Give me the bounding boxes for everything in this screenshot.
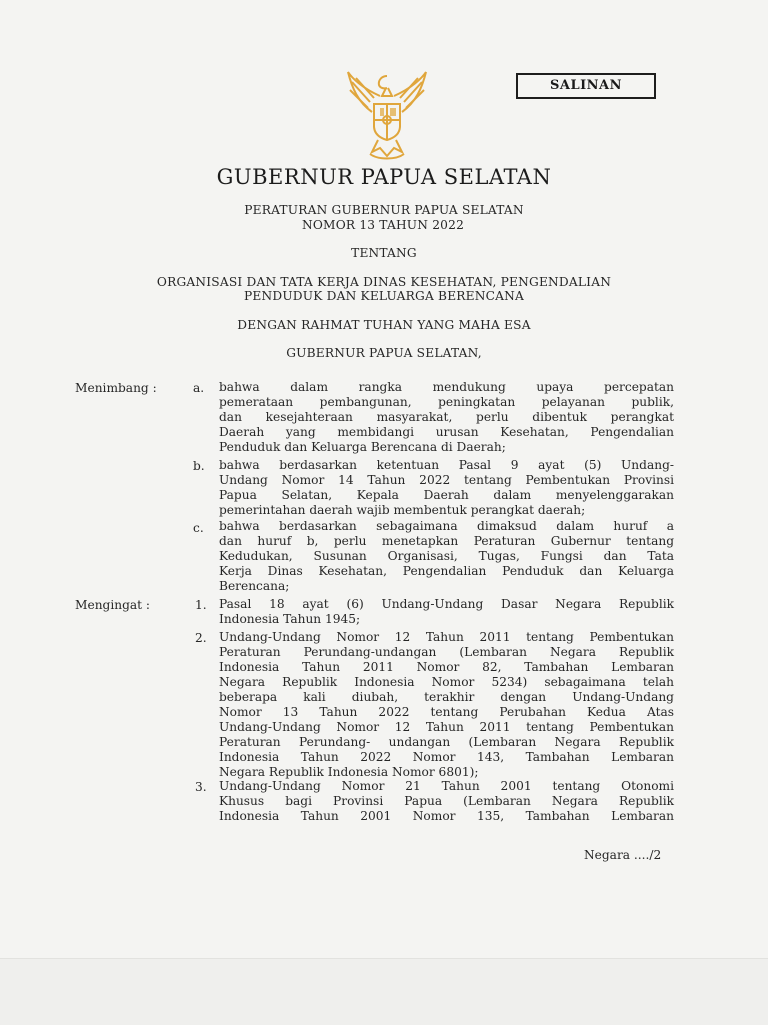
page-bottom-margin [0, 958, 768, 1025]
text-line: Daerah yang membidangi urusan Kesehatan, Pengendalian [219, 425, 674, 439]
text-line: dan huruf b, perlu menetapkan Peraturan Gubernur tentang [219, 534, 674, 548]
regulation-number: NOMOR 13 TAHUN 2022 [301, 218, 465, 232]
mengingat-marker-1: 1. [195, 598, 207, 612]
text-line: beberapa kali diubah, terakhir dengan Undang-Undang [219, 690, 674, 704]
text-line: Khusus bagi Provinsi Papua (Lembaran Negara Republik [219, 794, 674, 808]
menimbang-item-a [219, 380, 674, 455]
mengingat-item-2 [219, 630, 674, 780]
text-line: Undang-Undang Nomor 12 Tahun 2011 tentang Pembentukan [219, 720, 674, 734]
text-line: Peraturan Perundang-undangan (Lembaran Negara Republik [219, 645, 674, 659]
text-line: pemerataan pembangunan, peningkatan pelayanan publik, [219, 395, 674, 409]
subject-line-2: PENDUDUK DAN KELUARGA BERENCANA [243, 289, 525, 303]
text-line: dan kesejahteraan masyarakat, perlu dibentuk perangkat [219, 410, 674, 424]
text-line: Undang-Undang Nomor 21 Tahun 2001 tentang Otonomi [219, 779, 674, 793]
text-line: Papua Selatan, Kepala Daerah dalam menyelenggarakan [219, 488, 674, 502]
text-line: bahwa berdasarkan ketentuan Pasal 9 ayat (5) Undang- [219, 458, 674, 472]
next-page-reference: Negara ..../2 [584, 848, 662, 862]
text-line: Indonesia Tahun 2001 Nomor 135, Tambahan Lembaran [219, 809, 674, 823]
menimbang-marker-a: a. [193, 381, 205, 395]
text-line: Indonesia Tahun 1945; [219, 612, 361, 626]
text-line: Pasal 18 ayat (6) Undang-Undang Dasar Negara Republik [219, 597, 674, 611]
text-line: Negara Republik Indonesia Nomor 6801); [219, 765, 479, 779]
text-line: bahwa dalam rangka mendukung upaya percepatan [219, 380, 674, 394]
text-line: bahwa berdasarkan sebagaimana dimaksud dalam huruf a [219, 519, 674, 533]
text-line: Peraturan Perundang- undangan (Lembaran Negara Republik [219, 735, 674, 749]
text-line: Indonesia Tahun 2022 Nomor 143, Tambahan Lembaran [219, 750, 674, 764]
menimbang-marker-c: c. [193, 521, 204, 535]
mengingat-item-3 [219, 779, 674, 824]
mengingat-item-1 [219, 597, 674, 627]
subject-line-1: ORGANISASI DAN TATA KERJA DINAS KESEHATAN, PENGENDALIAN [156, 275, 612, 289]
text-line: Undang-Undang Nomor 12 Tahun 2011 tentang Pembentukan [219, 630, 674, 644]
menimbang-label: Menimbang : [75, 381, 157, 395]
mengingat-marker-3: 3. [195, 780, 207, 794]
text-line: Penduduk dan Keluarga Berencana di Daerah; [219, 440, 506, 454]
text-line: Kerja Dinas Kesehatan, Pengendalian Penduduk dan Keluarga [219, 564, 674, 578]
mengingat-marker-2: 2. [195, 631, 207, 645]
text-line: Indonesia Tahun 2011 Nomor 82, Tambahan Lembaran [219, 660, 674, 674]
document-title: GUBERNUR PAPUA SELATAN [216, 165, 552, 189]
menimbang-item-b [219, 458, 674, 518]
menimbang-marker-b: b. [193, 459, 205, 473]
grace-heading: DENGAN RAHMAT TUHAN YANG MAHA ESA [237, 318, 531, 332]
text-line: Negara Republik Indonesia Nomor 5234) sebagaimana telah [219, 675, 674, 689]
text-line: pemerintahan daerah wajib membentuk perangkat daerah; [219, 503, 586, 517]
garuda-emblem-icon [342, 68, 432, 166]
tentang-heading: TENTANG [351, 246, 417, 260]
text-line: Undang Nomor 14 Tahun 2022 tentang Pembentukan Provinsi [219, 473, 674, 487]
salinan-badge: SALINAN [516, 73, 656, 99]
text-line: Kedudukan, Susunan Organisasi, Tugas, Fungsi dan Tata [219, 549, 674, 563]
text-line: Berencana; [219, 579, 290, 593]
mengingat-label: Mengingat : [75, 598, 151, 612]
text-line: Nomor 13 Tahun 2022 tentang Perubahan Kedua Atas [219, 705, 674, 719]
governor-heading: GUBERNUR PAPUA SELATAN, [286, 346, 482, 360]
menimbang-item-c [219, 519, 674, 594]
regulation-heading: PERATURAN GUBERNUR PAPUA SELATAN [244, 203, 524, 217]
